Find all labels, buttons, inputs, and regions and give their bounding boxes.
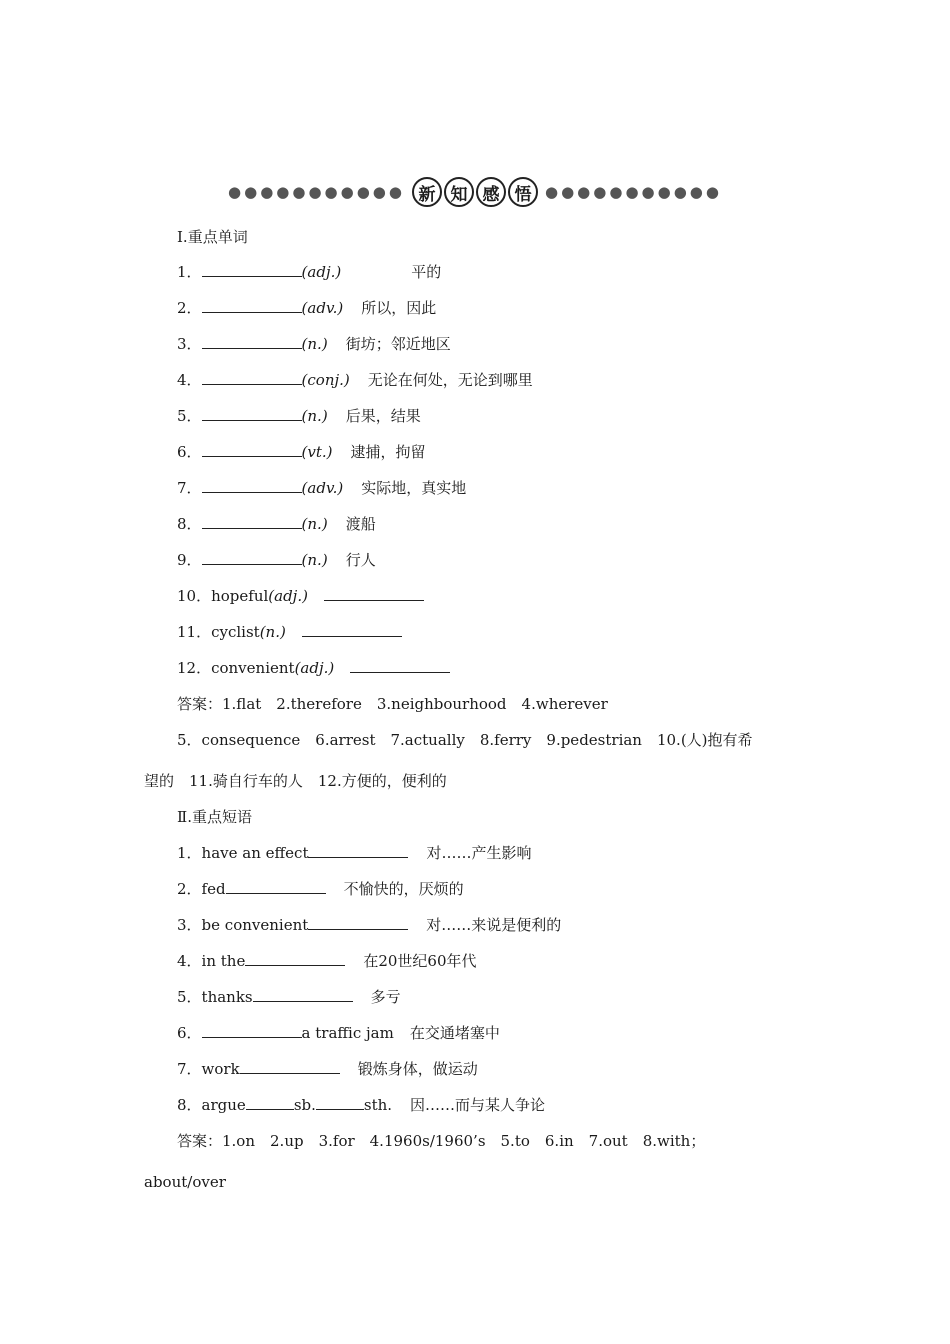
phrase-text: sb. — [293, 1096, 316, 1114]
meaning: 锻炼身体，做运动 — [357, 1060, 478, 1078]
meaning: 行人 — [345, 551, 376, 569]
answer-blank — [202, 406, 302, 421]
item-number: 11． — [177, 623, 212, 641]
answer-blank — [202, 334, 302, 349]
answer-blank — [202, 370, 302, 385]
meaning: 不愉快的，厌烦的 — [343, 880, 464, 898]
phrase-item — [177, 987, 401, 1007]
meaning: 平的 — [411, 263, 442, 281]
banner-dots-right: ●●●●●●●●●●● — [545, 183, 722, 201]
vocab-item — [177, 262, 441, 282]
answer-blank — [202, 262, 302, 277]
banner-char: 感 — [476, 177, 506, 207]
phrase-item — [177, 1095, 545, 1115]
vocab-item — [177, 550, 376, 570]
answer-blank — [240, 1059, 340, 1074]
answer-blank — [245, 951, 345, 966]
word: cyclist — [211, 623, 260, 641]
section1-title: Ⅰ.重点单词 — [177, 228, 248, 246]
item-number: 12． — [177, 659, 212, 677]
part-of-speech: (n.) — [259, 623, 286, 641]
item-number: 6． — [177, 443, 202, 461]
meaning: 街坊；邻近地区 — [345, 335, 451, 353]
phrase-text: argue — [201, 1096, 246, 1114]
item-number: 5． — [177, 407, 202, 425]
answer-blank — [202, 514, 302, 529]
phrase-text: work — [201, 1060, 240, 1078]
banner-char: 悟 — [508, 177, 538, 207]
item-number: 6． — [177, 1024, 202, 1042]
item-number: 8． — [177, 515, 202, 533]
answer-text: 望的 11.骑自行车的人 12.方便的，便利的 — [144, 772, 447, 790]
answer-blank — [324, 586, 424, 601]
phrase-text: sth. — [363, 1096, 393, 1114]
phrase-text: thanks — [201, 988, 253, 1006]
answer-blank — [308, 915, 408, 930]
vocab-item — [177, 298, 436, 318]
phrase-item — [177, 951, 477, 971]
section-banner — [0, 175, 950, 209]
meaning: 对……来说是便利的 — [426, 916, 562, 934]
banner-dots-left: ●●●●●●●●●●● — [228, 183, 405, 201]
phrase-text: fed — [201, 880, 226, 898]
item-number: 7． — [177, 1060, 202, 1078]
answer-blank — [246, 1095, 294, 1110]
phrase-item — [177, 879, 464, 899]
part-of-speech: (n.) — [301, 551, 328, 569]
item-number: 1． — [177, 844, 202, 862]
part-of-speech: (adj.) — [301, 263, 342, 281]
meaning: 多亏 — [370, 988, 401, 1006]
part-of-speech: (vt.) — [301, 443, 333, 461]
answer-blank — [308, 843, 408, 858]
item-number: 2． — [177, 880, 202, 898]
answer-blank — [316, 1095, 364, 1110]
vocab-item — [177, 586, 424, 606]
meaning: 所以，因此 — [361, 299, 437, 317]
item-number: 10． — [177, 587, 212, 605]
item-number: 1． — [177, 263, 202, 281]
part-of-speech: (n.) — [301, 335, 328, 353]
vocab-item — [177, 442, 426, 462]
part-of-speech: (adv.) — [301, 299, 344, 317]
part-of-speech: (n.) — [301, 407, 328, 425]
answer-blank — [350, 658, 450, 673]
item-number: 4． — [177, 371, 202, 389]
part-of-speech: (adj.) — [268, 587, 308, 605]
phrase-text: have an effect — [201, 844, 309, 862]
answer-blank — [253, 987, 353, 1002]
answer-text: 答案：1.flat 2.therefore 3.neighbourhood 4.wherever — [177, 695, 608, 713]
vocab-item — [177, 334, 451, 354]
part-of-speech: (adv.) — [301, 479, 344, 497]
answer-blank — [202, 1023, 302, 1038]
banner-char: 知 — [444, 177, 474, 207]
answer-blank — [302, 622, 402, 637]
phrase-text: a traffic jam — [301, 1024, 394, 1042]
meaning: 对……产生影响 — [426, 844, 532, 862]
phrase-item — [177, 915, 561, 935]
word: convenient — [211, 659, 295, 677]
meaning: 无论在何处，无论到哪里 — [367, 371, 533, 389]
vocab-item — [177, 478, 466, 498]
item-number: 3． — [177, 916, 202, 934]
meaning: 逮捕，拘留 — [350, 443, 426, 461]
meaning: 在交通堵塞中 — [409, 1024, 500, 1042]
vocab-item — [177, 658, 450, 678]
item-number: 3． — [177, 335, 202, 353]
answer-blank — [226, 879, 326, 894]
item-number: 8． — [177, 1096, 202, 1114]
answer-blank — [202, 550, 302, 565]
meaning: 后果，结果 — [345, 407, 421, 425]
item-number: 7． — [177, 479, 202, 497]
phrase-item — [177, 843, 532, 863]
answer-text: 5．consequence 6.arrest 7.actually 8.ferry 9.pedestrian 10.(人)抱有希 — [177, 731, 753, 749]
meaning: 因……而与某人争论 — [410, 1096, 546, 1114]
vocab-item — [177, 514, 376, 534]
meaning: 渡船 — [345, 515, 376, 533]
phrase-item — [177, 1059, 478, 1079]
part-of-speech: (adj.) — [294, 659, 335, 677]
part-of-speech: (n.) — [301, 515, 328, 533]
answer-blank — [202, 442, 302, 457]
phrase-text: in the — [201, 952, 246, 970]
vocab-item — [177, 406, 421, 426]
item-number: 2． — [177, 299, 202, 317]
vocab-item — [177, 622, 402, 642]
word: hopeful — [211, 587, 269, 605]
answer-blank — [202, 298, 302, 313]
banner-title — [411, 177, 539, 207]
answer-text: about/over — [144, 1173, 226, 1191]
vocab-item — [177, 370, 533, 390]
item-number: 5． — [177, 988, 202, 1006]
answer-blank — [202, 478, 302, 493]
part-of-speech: (conj.) — [301, 371, 350, 389]
answer-text: 答案：1.on 2.up 3.for 4.1960s/1960’s 5.to 6.in 7.out 8.with； — [177, 1132, 706, 1150]
phrase-item — [177, 1023, 500, 1043]
meaning: 在20世纪60年代 — [363, 952, 477, 970]
meaning: 实际地，真实地 — [361, 479, 467, 497]
section2-title: Ⅱ.重点短语 — [177, 808, 252, 826]
banner-char: 新 — [412, 177, 442, 207]
item-number: 4． — [177, 952, 202, 970]
item-number: 9． — [177, 551, 202, 569]
phrase-text: be convenient — [201, 916, 309, 934]
